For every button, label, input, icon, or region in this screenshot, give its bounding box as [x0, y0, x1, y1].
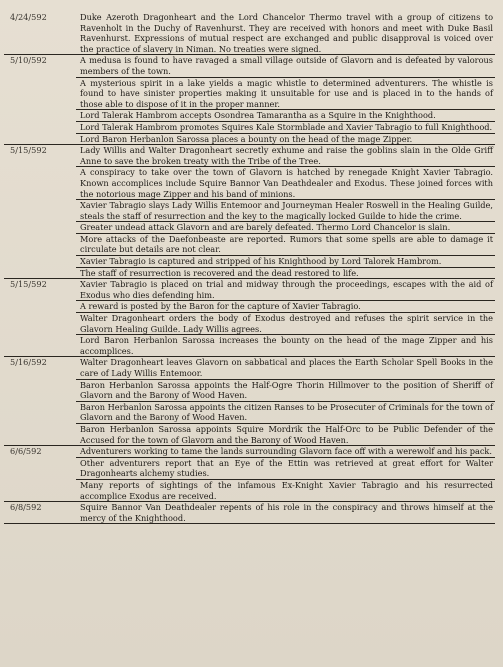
event-text: A medusa is found to have ravaged a small village outside of Glavorn and is defeated by valorous members of the town. — [76, 55, 495, 77]
chronicle-entry — [4, 357, 495, 446]
entry-date: 6/6/592 — [10, 446, 42, 457]
chronicle-entry — [4, 55, 495, 145]
chronicle-entry — [4, 12, 495, 55]
event-text: Xavier Tabragio is placed on trial and midway through the proceedings, escapes with the aid of Exodus who dies defending him. — [76, 279, 495, 301]
event-text: Greater undead attack Glavorn and are barely defeated. Thermo Lord Chancelor is slain. — [76, 222, 495, 234]
chronicle-entry — [4, 145, 495, 279]
event-text: Lord Baron Herbanlon Sarossa increases the bounty on the head of the mage Zipper and his accomplices. — [80, 335, 493, 356]
entry-events — [76, 357, 495, 445]
event-text: Xavier Tabragio is captured and stripped of his Knighthood by Lord Talorek Hambrom. — [76, 256, 495, 268]
entry-date: 5/15/592 — [10, 145, 47, 156]
chronicle-entry — [4, 502, 495, 524]
event-text: Lord Talerak Hambrom accepts Osondrea Tamarantha as a Squire in the Knighthood. — [76, 110, 495, 122]
event-text: Other adventurers report that an Eye of the Ettin was retrieved at great effort for Walter Dragonhearts alchemy studies. — [76, 458, 495, 480]
event-text: Many reports of sightings of the infamous Ex-Knight Xavier Tabragio and his resurrected accomplice Exodus are received. — [80, 479, 493, 501]
event-text: Lord Talerak Hambrom promotes Squires Kale Stormblade and Xavier Tabragio to full Knighthood. — [76, 122, 495, 134]
event-text: A mysterious spirit in a lake yields a magic whistle to determined adventurers. The whistle is found to have sinister properties making it unsuitable for use and is placed in to the hands of those able to dispose of it in the proper manner. — [76, 78, 495, 111]
event-text: Adventurers working to tame the lands surrounding Glavorn face off with a werewolf and his pack. — [76, 446, 495, 458]
event-text: Duke Azeroth Dragonheart and the Lord Chancelor Thermo travel with a group of citizens to Ravenholt in the Duchy of Ravenhurst. They are received with honors and meet with Duke Basil Ravenhurst. Expressions of mutual respect are exchanged and public disapproval is voiced over the practice of slavery in Niman. No treaties were signed. — [80, 12, 493, 54]
chronicle-entry — [4, 279, 495, 357]
event-text: Baron Herbanlon Sarossa appoints the citizen Ranses to be Prosecuter of Criminals for the town of Glavorn and the Barony of Wood Haven. — [76, 402, 495, 424]
entry-events — [76, 279, 495, 356]
entry-date: 5/10/592 — [10, 55, 47, 66]
entry-date: 5/16/592 — [10, 357, 47, 368]
entry-events — [76, 55, 495, 144]
event-text: Walter Dragonheart leaves Glavorn on sabbatical and places the Earth Scholar Spell Books in the care of Lady Willis Entemoor. — [76, 357, 495, 379]
entry-events — [76, 446, 495, 501]
event-text: Xavier Tabragio slays Lady Willis Entemoor and Journeyman Healer Roswell in the Healing Guilde, steals the staff of resurrection and the key to the magically locked Guilde to hide the crime. — [76, 200, 495, 222]
event-text: A reward is posted by the Baron for the capture of Xavier Tabragio. — [76, 301, 495, 313]
event-text: Squire Bannor Van Deathdealer repents of his role in the conspiracy and throws himself at the mercy of the Knighthood. — [80, 502, 493, 523]
entry-events — [76, 502, 495, 523]
chronicle-entry — [4, 446, 495, 502]
event-text: Baron Herbanlon Sarossa appoints Squire Mordrik the Half-Orc to be Public Defender of the Accused for the town of Glavorn and the Barony of Wood Haven. — [80, 423, 493, 445]
entry-date: 6/8/592 — [10, 502, 42, 513]
event-text: More attacks of the Daefonbeaste are reported. Rumors that some spells are able to damage it circulate but details are not clear. — [76, 234, 495, 256]
event-text: The staff of resurrection is recovered and the dead restored to life. — [80, 267, 359, 278]
event-text: Baron Herbanlon Sarossa appoints the Half-Ogre Thorin Hillmover to the position of Sheriff of Glavorn and the Barony of Wood Haven. — [76, 380, 495, 402]
entry-events — [76, 12, 495, 54]
event-text: Walter Dragonheart orders the body of Exodus destroyed and refuses the spirit service in the Glavorn Healing Guilde. Lady Willis agrees. — [76, 313, 495, 335]
event-text: Lord Baron Herbanlon Sarossa places a bounty on the head of the mage Zipper. — [80, 133, 413, 144]
event-text: A conspiracy to take over the town of Glavorn is hatched by renegade Knight Xavier Tabragio. Known accomplices include Squire Bannor Van Deathdealer and Exodus. These joined forces with the notorious mage Zipper and his band of minions. — [76, 167, 495, 200]
entry-events — [76, 145, 495, 278]
chronicle-list — [4, 12, 495, 524]
event-text: Lady Willis and Walter Dragonheart secretly exhume and raise the goblins slain in the Olde Griff Anne to save the broken treaty with the Tribe of the Tree. — [76, 145, 495, 167]
entry-date: 4/24/592 — [10, 12, 47, 22]
entry-date: 5/15/592 — [10, 279, 47, 290]
